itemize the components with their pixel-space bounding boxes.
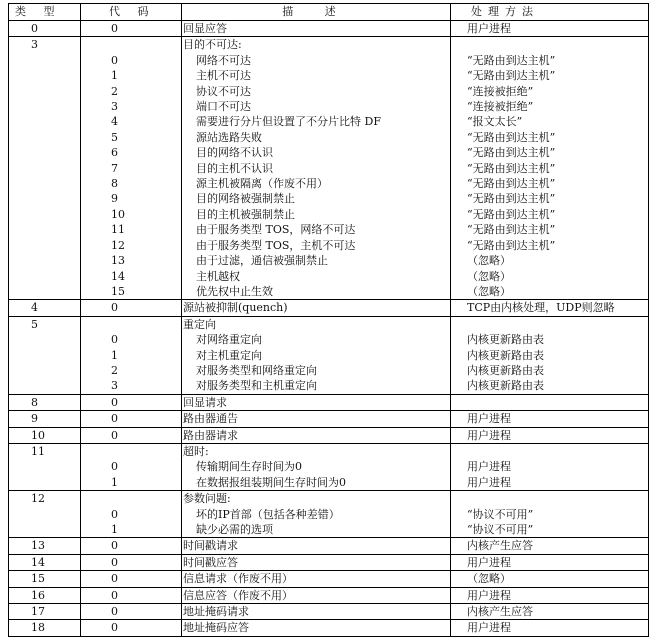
- table-row: [9, 459, 649, 474]
- type-cell: 9: [9, 411, 81, 427]
- type-cell: [9, 145, 81, 160]
- table-row: [9, 191, 649, 206]
- description-cell: 对主机重定向: [182, 348, 451, 363]
- code-cell: 1: [81, 475, 182, 491]
- description-cell: 主机不可达: [182, 68, 451, 83]
- type-cell: [9, 161, 81, 176]
- table-row: [9, 284, 649, 300]
- header-description: 描 述: [182, 4, 451, 21]
- table-row: [9, 620, 649, 636]
- handling-cell: “无路由到达主机”: [451, 130, 649, 145]
- code-cell: 9: [81, 191, 182, 206]
- table-row: [9, 21, 649, 37]
- code-cell: 0: [81, 53, 182, 68]
- description-cell: 回显应答: [182, 21, 451, 37]
- description-cell: 时间戳应答: [182, 554, 451, 570]
- type-cell: 5: [9, 316, 81, 332]
- type-cell: 8: [9, 394, 81, 410]
- description-cell: 坏的IP首部（包括各种差错）: [182, 507, 451, 522]
- type-cell: 13: [9, 538, 81, 554]
- code-cell: 13: [81, 253, 182, 268]
- type-cell: [9, 332, 81, 347]
- header-handling: 处理方法: [451, 4, 649, 21]
- description-cell: 对网络重定向: [182, 332, 451, 347]
- code-cell: 1: [81, 522, 182, 538]
- code-cell: 0: [81, 620, 182, 636]
- type-cell: [9, 114, 81, 129]
- handling-cell: 用户进程: [451, 459, 649, 474]
- table-row: [9, 114, 649, 129]
- handling-cell: 内核产生应答: [451, 604, 649, 620]
- type-cell: [9, 99, 81, 114]
- handling-cell: TCP由内核处理，UDP则忽略: [451, 300, 649, 316]
- handling-cell: “连接被拒绝”: [451, 99, 649, 114]
- code-cell: 0: [81, 554, 182, 570]
- handling-cell: “协议不可用”: [451, 507, 649, 522]
- handling-cell: （忽略）: [451, 284, 649, 300]
- type-cell: [9, 459, 81, 474]
- code-cell: 3: [81, 378, 182, 394]
- handling-cell: 内核更新路由表: [451, 348, 649, 363]
- handling-cell: “连接被拒绝”: [451, 84, 649, 99]
- header-code: 代 码: [81, 4, 182, 21]
- handling-cell: 用户进程: [451, 587, 649, 603]
- type-cell: [9, 238, 81, 253]
- handling-cell: （忽略）: [451, 253, 649, 268]
- header-row: [9, 4, 649, 21]
- type-cell: [9, 84, 81, 99]
- code-cell: 0: [81, 411, 182, 427]
- handling-cell: “协议不可用”: [451, 522, 649, 538]
- type-cell: [9, 53, 81, 68]
- description-cell: 源站被抑制(quench): [182, 300, 451, 316]
- type-cell: 15: [9, 571, 81, 587]
- table-row: [9, 68, 649, 83]
- table-row: [9, 207, 649, 222]
- handling-cell: （忽略）: [451, 571, 649, 587]
- table-row: [9, 427, 649, 443]
- type-cell: [9, 522, 81, 538]
- type-cell: 17: [9, 604, 81, 620]
- description-cell: 信息应答（作废不用）: [182, 587, 451, 603]
- code-cell: 5: [81, 130, 182, 145]
- code-cell: 0: [81, 507, 182, 522]
- type-cell: [9, 130, 81, 145]
- description-cell: 需要进行分片但设置了不分片比特 DF: [182, 114, 451, 129]
- description-cell: 信息请求（作废不用）: [182, 571, 451, 587]
- table-header: [9, 4, 649, 21]
- code-cell: 0: [81, 571, 182, 587]
- code-cell: 0: [81, 538, 182, 554]
- handling-cell: “报文太长”: [451, 114, 649, 129]
- handling-cell: 用户进程: [451, 554, 649, 570]
- code-cell: 0: [81, 604, 182, 620]
- handling-cell: “无路由到达主机”: [451, 68, 649, 83]
- description-cell: 协议不可达: [182, 84, 451, 99]
- header-type: 类 型: [9, 4, 81, 21]
- icmp-message-table: [8, 3, 649, 637]
- description-cell: 传输期间生存时间为0: [182, 459, 451, 474]
- code-cell: 15: [81, 284, 182, 300]
- code-cell: 2: [81, 363, 182, 378]
- type-cell: [9, 378, 81, 394]
- handling-cell: “无路由到达主机”: [451, 161, 649, 176]
- type-cell: 14: [9, 554, 81, 570]
- type-cell: [9, 68, 81, 83]
- handling-cell: “无路由到达主机”: [451, 53, 649, 68]
- table-row: [9, 443, 649, 459]
- handling-cell: [451, 316, 649, 332]
- table-row: [9, 176, 649, 191]
- table-row: [9, 332, 649, 347]
- table-row: [9, 316, 649, 332]
- description-cell: 目的主机不认识: [182, 161, 451, 176]
- handling-cell: 内核更新路由表: [451, 378, 649, 394]
- handling-cell: “无路由到达主机”: [451, 238, 649, 253]
- code-cell: 0: [81, 427, 182, 443]
- type-cell: [9, 507, 81, 522]
- code-cell: 1: [81, 68, 182, 83]
- table-row: [9, 300, 649, 316]
- table-row: [9, 99, 649, 114]
- table-row: [9, 491, 649, 507]
- code-cell: 0: [81, 300, 182, 316]
- handling-cell: 用户进程: [451, 620, 649, 636]
- handling-cell: “无路由到达主机”: [451, 191, 649, 206]
- handling-cell: [451, 491, 649, 507]
- code-cell: [81, 443, 182, 459]
- table-body: [9, 21, 649, 637]
- type-cell: [9, 475, 81, 491]
- table-row: [9, 604, 649, 620]
- code-cell: 1: [81, 348, 182, 363]
- description-cell: 对服务类型和主机重定向: [182, 378, 451, 394]
- description-cell: 源主机被隔离（作废不用）: [182, 176, 451, 191]
- description-cell: 超时:: [182, 443, 451, 459]
- code-cell: 4: [81, 114, 182, 129]
- table-row: [9, 475, 649, 491]
- description-cell: 优先权中止生效: [182, 284, 451, 300]
- table-row: [9, 84, 649, 99]
- table-row: [9, 394, 649, 410]
- table-row: [9, 238, 649, 253]
- type-cell: [9, 191, 81, 206]
- handling-cell: 用户进程: [451, 411, 649, 427]
- code-cell: 12: [81, 238, 182, 253]
- table-row: [9, 587, 649, 603]
- handling-cell: （忽略）: [451, 269, 649, 284]
- description-cell: 路由器请求: [182, 427, 451, 443]
- handling-cell: [451, 443, 649, 459]
- type-cell: [9, 207, 81, 222]
- type-cell: [9, 222, 81, 237]
- type-cell: [9, 253, 81, 268]
- handling-cell: 用户进程: [451, 475, 649, 491]
- code-cell: 0: [81, 21, 182, 37]
- description-cell: 回显请求: [182, 394, 451, 410]
- type-cell: [9, 348, 81, 363]
- type-cell: 3: [9, 37, 81, 53]
- type-cell: [9, 269, 81, 284]
- code-cell: 14: [81, 269, 182, 284]
- code-cell: 0: [81, 587, 182, 603]
- code-cell: 6: [81, 145, 182, 160]
- table-row: [9, 554, 649, 570]
- table-row: [9, 411, 649, 427]
- code-cell: [81, 316, 182, 332]
- handling-cell: 用户进程: [451, 427, 649, 443]
- table-row: [9, 571, 649, 587]
- table-row: [9, 130, 649, 145]
- code-cell: 3: [81, 99, 182, 114]
- table-row: [9, 378, 649, 394]
- description-cell: 由于服务类型 TOS，主机不可达: [182, 238, 451, 253]
- type-cell: 4: [9, 300, 81, 316]
- type-cell: [9, 284, 81, 300]
- type-cell: 16: [9, 587, 81, 603]
- table-row: [9, 269, 649, 284]
- description-cell: 在数据报组装期间生存时间为0: [182, 475, 451, 491]
- type-cell: [9, 363, 81, 378]
- table-row: [9, 145, 649, 160]
- description-cell: 地址掩码应答: [182, 620, 451, 636]
- code-cell: 7: [81, 161, 182, 176]
- type-cell: 10: [9, 427, 81, 443]
- handling-cell: 用户进程: [451, 21, 649, 37]
- table-row: [9, 37, 649, 53]
- code-cell: 2: [81, 84, 182, 99]
- description-cell: 目的网络不认识: [182, 145, 451, 160]
- table-row: [9, 161, 649, 176]
- handling-cell: “无路由到达主机”: [451, 176, 649, 191]
- handling-cell: [451, 37, 649, 53]
- description-cell: 由于服务类型 TOS，网络不可达: [182, 222, 451, 237]
- code-cell: 0: [81, 332, 182, 347]
- code-cell: 8: [81, 176, 182, 191]
- handling-cell: “无路由到达主机”: [451, 207, 649, 222]
- handling-cell: “无路由到达主机”: [451, 145, 649, 160]
- table-row: [9, 538, 649, 554]
- description-cell: 端口不可达: [182, 99, 451, 114]
- icmp-message-table-container: [8, 3, 648, 637]
- type-cell: 11: [9, 443, 81, 459]
- description-cell: 目的不可达:: [182, 37, 451, 53]
- table-row: [9, 363, 649, 378]
- table-row: [9, 222, 649, 237]
- code-cell: [81, 491, 182, 507]
- description-cell: 参数问题:: [182, 491, 451, 507]
- table-row: [9, 348, 649, 363]
- type-cell: [9, 176, 81, 191]
- handling-cell: [451, 394, 649, 410]
- description-cell: 由于过滤，通信被强制禁止: [182, 253, 451, 268]
- table-row: [9, 253, 649, 268]
- description-cell: 网络不可达: [182, 53, 451, 68]
- type-cell: 0: [9, 21, 81, 37]
- handling-cell: “无路由到达主机”: [451, 222, 649, 237]
- table-row: [9, 53, 649, 68]
- code-cell: [81, 37, 182, 53]
- description-cell: 目的网络被强制禁止: [182, 191, 451, 206]
- type-cell: 18: [9, 620, 81, 636]
- description-cell: 缺少必需的选项: [182, 522, 451, 538]
- description-cell: 对服务类型和网络重定向: [182, 363, 451, 378]
- description-cell: 源站选路失败: [182, 130, 451, 145]
- code-cell: 0: [81, 459, 182, 474]
- code-cell: 0: [81, 394, 182, 410]
- type-cell: 12: [9, 491, 81, 507]
- handling-cell: 内核更新路由表: [451, 363, 649, 378]
- table-row: [9, 522, 649, 538]
- handling-cell: 内核产生应答: [451, 538, 649, 554]
- description-cell: 重定向: [182, 316, 451, 332]
- description-cell: 主机越权: [182, 269, 451, 284]
- description-cell: 时间戳请求: [182, 538, 451, 554]
- description-cell: 路由器通告: [182, 411, 451, 427]
- description-cell: 地址掩码请求: [182, 604, 451, 620]
- table-row: [9, 507, 649, 522]
- description-cell: 目的主机被强制禁止: [182, 207, 451, 222]
- handling-cell: 内核更新路由表: [451, 332, 649, 347]
- code-cell: 10: [81, 207, 182, 222]
- code-cell: 11: [81, 222, 182, 237]
